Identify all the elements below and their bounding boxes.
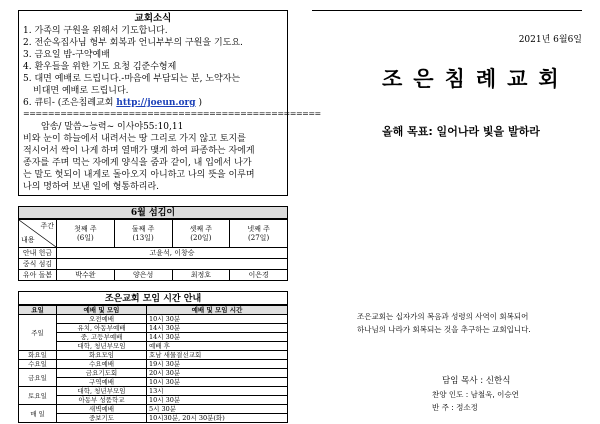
table-row [19, 351, 288, 360]
meeting-name: 금요기도회 [57, 369, 147, 378]
divider: ================================================ [23, 109, 321, 118]
mission-statement [357, 310, 597, 336]
table-header-row [19, 306, 288, 315]
corner-top-label: 주간 [40, 222, 54, 230]
table-row [19, 405, 288, 414]
news-item: 4. 환우들을 위한 기도 요청 김준수형제 [23, 62, 177, 72]
merged-cell: 고윤석, 이창승 [57, 248, 288, 259]
table-row [19, 270, 288, 281]
table-cell: 최정호 [172, 270, 230, 281]
meeting-times-title: 조은교회 모임 시간 안내 [18, 291, 288, 305]
day-cell: 금요일 [19, 369, 57, 387]
news-item: 2. 전순옥집사님 형부 회복과 언니부부의 구원을 기도요. [23, 38, 243, 48]
day-cell: 토요일 [19, 387, 57, 405]
table-row [19, 324, 288, 333]
news-item: 1. 가족의 구원을 위해서 기도합니다. [23, 26, 168, 36]
cover-panel [312, 10, 592, 412]
meeting-name: 중, 고등부예배 [57, 333, 147, 342]
table-row [19, 259, 288, 270]
table-row [19, 414, 288, 423]
meeting-time: 예배 후 [147, 342, 288, 351]
meeting-name: 대학, 청년부모임 [57, 342, 147, 351]
table-row [19, 360, 288, 369]
meeting-time: 14시 30분 [147, 324, 288, 333]
mission-line: 조은교회는 십자가의 복음과 성령의 사역이 회복되어 [357, 312, 529, 321]
news-item: 3. 금요일 밤-구약예배 [23, 50, 110, 60]
header-cell: 예배 및 모임 [57, 306, 147, 315]
week-header: 첫째 주 (6일) [57, 220, 115, 248]
week-header: 넷째 주 (27일) [230, 220, 288, 248]
staff-list [432, 375, 519, 414]
meeting-time: 14시 30분 [147, 333, 288, 342]
meeting-time: 19시 30분 [147, 360, 288, 369]
church-name: 조은침례교회 [382, 67, 570, 91]
merged-cell [57, 259, 288, 270]
meeting-time: 13시 [147, 387, 288, 396]
corner-bottom-label: 내용 [21, 236, 35, 244]
header-cell: 요일 [19, 306, 57, 315]
meeting-time: 10시 30분 [147, 396, 288, 405]
day-cell: 화요일 [19, 351, 57, 360]
meeting-times-table [18, 305, 288, 423]
table-row [19, 378, 288, 387]
verse-line: 종자를 주며 먹는 자에게 양식을 줌과 같이, 내 입에서 나가 [23, 158, 252, 168]
meeting-time: 20시 30분 [147, 369, 288, 378]
meeting-name: 수요예배 [57, 360, 147, 369]
qt-label: 6. 큐티- (조은침례교회 [23, 98, 117, 108]
verse-reference: 암송/ 말씀~능력~ 이사야55:10,11 [41, 122, 184, 132]
day-cell: 수요일 [19, 360, 57, 369]
left-panel [18, 10, 321, 423]
row-label: 중식 섬김 [19, 259, 57, 270]
mission-line: 하나님의 나라가 회복되는 것을 추구하는 교회입니다. [357, 325, 531, 334]
worship-leader: 찬양 인도 : 남철욱, 이승연 [432, 390, 519, 399]
meeting-time: 5시 30분 [147, 405, 288, 414]
service-schedule-table [18, 219, 288, 281]
header-cell: 예배 및 모임 시간 [147, 306, 288, 315]
meeting-name: 새벽예배 [57, 405, 147, 414]
row-label: 유아 돌봄 [19, 270, 57, 281]
verse-line: 적시어서 싹이 나게 하며 열매가 맺게 하여 파종하는 자에게 [23, 146, 255, 156]
church-news-box [18, 10, 321, 196]
table-row [19, 387, 288, 396]
news-title: 교회소식 [134, 13, 172, 24]
week-header: 셋째 주 (20일) [172, 220, 230, 248]
meeting-time: 호남 새물결선교회 [147, 351, 288, 360]
table-row [19, 315, 288, 324]
qt-suffix: ) [195, 98, 202, 108]
meeting-name: 중보기도 [57, 414, 147, 423]
table-cell: 박수완 [57, 270, 115, 281]
website-link[interactable]: http://joeun.org [116, 98, 196, 108]
bulletin-date: 2021년 6월6일 [518, 35, 582, 45]
meeting-name: 대학, 청년부모임 [57, 387, 147, 396]
table-cell: 양은성 [114, 270, 172, 281]
meeting-name: 아동부 성품학교 [57, 396, 147, 405]
corner-cell [19, 220, 57, 248]
meeting-time: 10시 30분 [147, 315, 288, 324]
week-header: 둘째 주 (13일) [114, 220, 172, 248]
table-row [19, 369, 288, 378]
meeting-name: 오전예배 [57, 315, 147, 324]
news-item: 비대면 예배로 드립니다. [33, 86, 129, 96]
accompanist: 반 주 : 정소정 [432, 403, 478, 412]
meeting-name: 화요모임 [57, 351, 147, 360]
row-label: 안내 헌금 [19, 248, 57, 259]
meeting-name: 구역예배 [57, 378, 147, 387]
top-rule [312, 10, 582, 11]
meeting-time: 10시 30분 [147, 378, 288, 387]
table-row [19, 248, 288, 259]
table-row [19, 342, 288, 351]
meeting-time: 10시30분, 20시 30분(화) [147, 414, 288, 423]
news-item-qt [23, 97, 283, 109]
yearly-motto: 올해 목표: 일어나라 빛을 발하라 [382, 125, 540, 138]
day-cell: 매 일 [19, 405, 57, 423]
day-cell: 주일 [19, 315, 57, 351]
service-schedule-title: 6월 섬김이 [18, 206, 288, 219]
verse-line: 비와 눈이 하늘에서 내려서는 땅 그리로 가지 않고 토지를 [23, 134, 246, 144]
table-row [19, 333, 288, 342]
news-item: 5. 대면 예배로 드립니다.-마음에 부담되는 분, 노약자는 [23, 74, 241, 84]
meeting-name: 유치, 아동부예배 [57, 324, 147, 333]
memory-verse [23, 121, 283, 193]
verse-line: 나의 명하여 보낸 일에 형통하리라. [23, 182, 160, 192]
verse-line: 는 말도 헛되이 내게로 돌아오지 아니하고 나의 뜻을 이루며 [23, 170, 255, 180]
table-header-row [19, 220, 288, 248]
table-cell: 이은경 [230, 270, 288, 281]
table-row [19, 396, 288, 405]
pastor: 담임 목사 : 신한식 [442, 376, 511, 386]
